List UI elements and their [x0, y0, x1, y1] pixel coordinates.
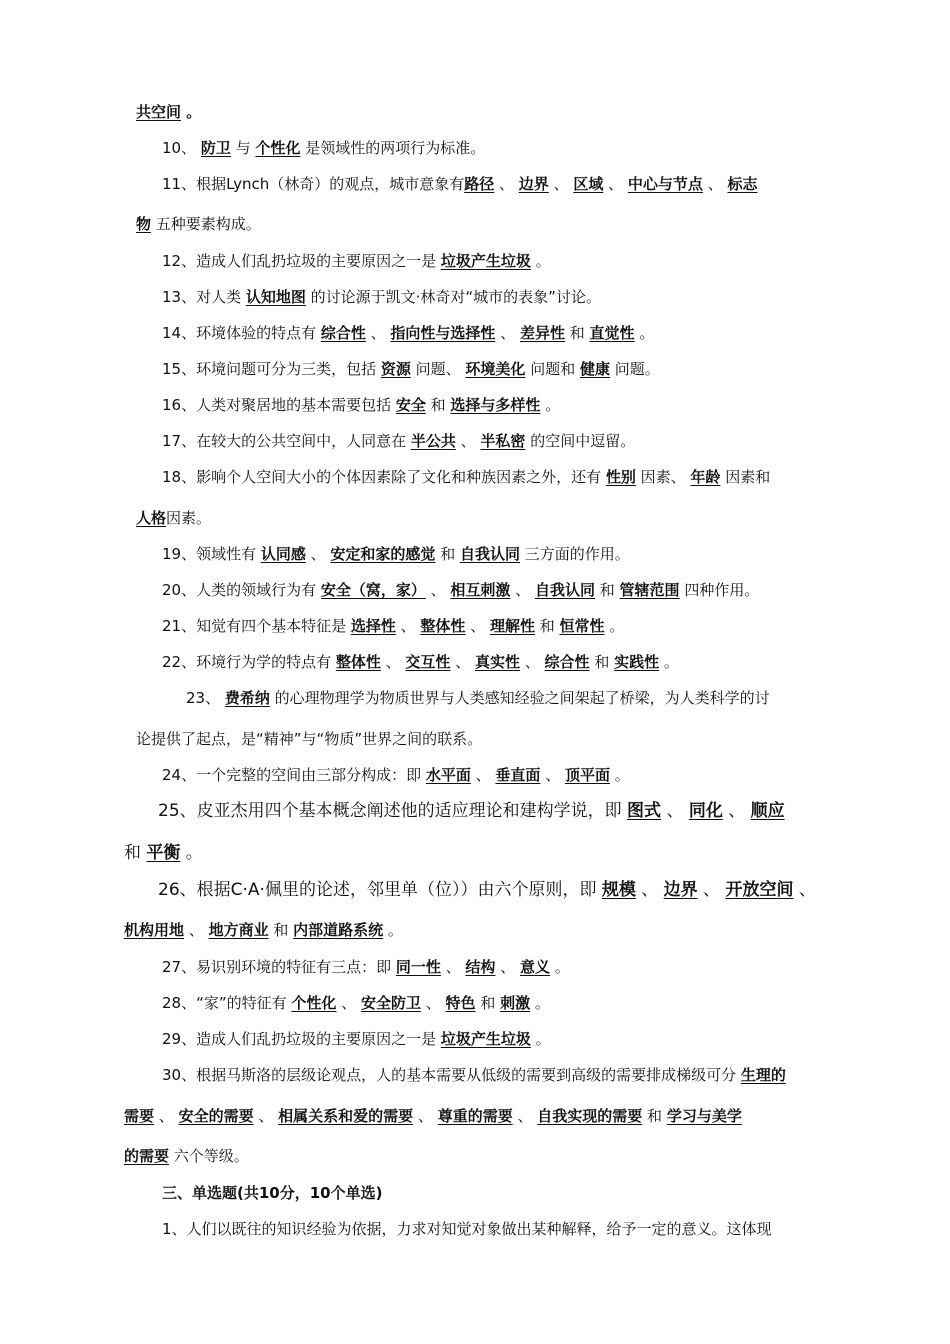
text-run: 问题和: [525, 360, 580, 378]
blank-answer: 费希纳: [224, 689, 270, 707]
text-run: 、: [512, 1107, 538, 1125]
blank-answer: 整体性: [420, 617, 466, 635]
item-22: [162, 652, 679, 672]
blank-answer: 学习与美学: [666, 1107, 742, 1125]
blank-answer: 健康: [579, 360, 610, 378]
text-run: 、: [413, 1107, 438, 1125]
item-18-cont: [136, 508, 211, 528]
text-run: 的心理物理学为物质世界与人类感知经验之间架起了桥梁，为人类科学的讨: [269, 689, 770, 707]
blank-answer: 结构: [465, 958, 496, 976]
text-run: 、: [603, 175, 628, 193]
text-run: 、: [450, 653, 475, 671]
text-run: 。: [530, 994, 550, 1012]
text-run: 、: [425, 581, 451, 599]
blank-answer: 选择与多样性: [450, 396, 541, 414]
item-12: [162, 251, 551, 271]
item-23: [186, 688, 770, 708]
text-run: 、: [184, 921, 209, 939]
blank-answer: 路径: [464, 175, 495, 193]
text-run: 和: [589, 653, 615, 671]
item-25: [158, 801, 785, 821]
item-27: [162, 957, 570, 977]
blank-answer: 水平面: [425, 766, 471, 784]
text-run: 、: [455, 432, 481, 450]
blank-answer: 直觉性: [589, 324, 635, 342]
text-run: 、: [494, 175, 519, 193]
text-run: 、: [495, 958, 520, 976]
text-run: 22、环境行为学的特点有: [162, 653, 336, 671]
text-run: 。: [604, 617, 625, 635]
text-run: 、: [635, 880, 664, 900]
item-21: [162, 616, 624, 636]
text-run: 三方面的作用。: [520, 545, 630, 563]
text-run: 和: [435, 545, 460, 563]
item-15: [162, 359, 660, 379]
blank-answer: 安全（窝，家）: [320, 581, 426, 599]
item-11: [162, 174, 757, 194]
text-run: 、: [495, 324, 520, 342]
item-19: [162, 544, 630, 564]
item-25-cont: [124, 843, 203, 863]
text-run: 与: [230, 139, 256, 157]
text-run: 29、造成人们乱扔垃圾的主要原因之一是: [162, 1030, 441, 1048]
item-16: [162, 395, 560, 415]
blank-answer: 相互刺激: [450, 581, 511, 599]
text-run: 六个等级。: [169, 1147, 249, 1165]
text-run: 和: [425, 396, 451, 414]
blank-answer: 认同感: [260, 545, 306, 563]
blank-answer: 地方商业: [208, 921, 269, 939]
blank-answer: 半公共: [410, 432, 456, 450]
text-run: 。: [180, 843, 203, 863]
blank-answer: 的需要: [124, 1147, 170, 1165]
text-run: 26、根据C·A·佩里的论述，邻里单（位））由六个原则，即: [158, 880, 602, 900]
blank-answer: 安全: [395, 396, 426, 414]
blank-answer: 认知地图: [245, 288, 306, 306]
blank-answer: 机构用地: [124, 921, 185, 939]
text-run: 20、人类的领域行为有: [162, 581, 321, 599]
blank-answer: 理解性: [489, 617, 535, 635]
text-run: 和: [565, 324, 590, 342]
text-run: 、: [540, 766, 565, 784]
text-run: 、: [697, 880, 726, 900]
text-run: 和: [595, 581, 620, 599]
text-run: 30、根据马斯洛的层级论观点，人的基本需要从低级的需要到高级的需要排成梯级可分: [162, 1066, 741, 1084]
text-run: 。: [550, 958, 570, 976]
text-run: 、: [395, 617, 421, 635]
item-18: [162, 467, 770, 487]
blank-answer: 相属关系和爱的需要: [278, 1107, 414, 1125]
text-run: 、: [548, 175, 574, 193]
text-run: 。: [540, 396, 561, 414]
blank-answer: 中心与节点: [627, 175, 703, 193]
text-run: 问题、: [410, 360, 466, 378]
text-run: 的空间中逗留。: [525, 432, 636, 450]
text-run: 、: [336, 994, 361, 1012]
text-run: 和: [124, 843, 147, 863]
text-run: 因素和: [720, 468, 771, 486]
blank-answer: 恒常性: [559, 617, 605, 635]
text-run: 。: [530, 252, 551, 270]
text-run: 15、环境问题可分为三类，包括: [162, 360, 381, 378]
blank-answer: 安定和家的感觉: [330, 545, 436, 563]
blank-answer: 开放空间: [725, 880, 794, 900]
text-run: 因素、: [635, 468, 691, 486]
blank-answer: 规模: [601, 880, 636, 900]
text-run: 。: [383, 921, 403, 939]
text-run: 28、“家”的特征有: [162, 994, 292, 1012]
item-23-cont: [136, 729, 482, 749]
blank-answer: 差异性: [519, 324, 565, 342]
text-run: 10、: [162, 139, 201, 157]
blank-answer: 选择性: [350, 617, 396, 635]
text-run: 和: [535, 617, 560, 635]
item-29: [162, 1029, 551, 1049]
text-run: 五种要素构成。: [151, 215, 261, 233]
text-run: 的讨论源于凯文·林奇对“城市的表象”讨论。: [305, 288, 601, 306]
text-run: 是领域性的两项行为标准。: [300, 139, 486, 157]
blank-answer: 边界: [518, 175, 549, 193]
text-run: 、: [305, 545, 331, 563]
blank-answer: 安全防卫: [360, 994, 421, 1012]
blank-answer: 内部道路系统: [293, 921, 384, 939]
text-run: 三、单选题(共10分，10个单选): [162, 1184, 383, 1202]
text-run: 问题。: [610, 360, 660, 378]
blank-answer: 自我认同: [534, 581, 595, 599]
blank-answer: 同一性: [395, 958, 441, 976]
blank-answer: 顺应: [750, 801, 785, 821]
text-run: 23、: [186, 689, 225, 707]
blank-answer: 年龄: [690, 468, 721, 486]
blank-answer: 管辖范围: [619, 581, 680, 599]
text-run: 、: [420, 994, 446, 1012]
text-run: 14、环境体验的特点有: [162, 324, 321, 342]
text-run: 12、造成人们乱扔垃圾的主要原因之一是: [162, 252, 441, 270]
item-26-cont: [124, 920, 403, 940]
item-10: [162, 138, 485, 158]
item-20: [162, 580, 759, 600]
text-run: 、: [253, 1107, 279, 1125]
blank-answer: 真实性: [474, 653, 520, 671]
blank-answer: 个性化: [291, 994, 337, 1012]
blank-answer: 个性化: [255, 139, 301, 157]
text-run: 。: [610, 766, 630, 784]
blank-answer: 平衡: [146, 843, 181, 863]
text-run: 21、知觉有四个基本特征是: [162, 617, 351, 635]
blank-answer: 垃圾产生垃圾: [440, 252, 531, 270]
blank-answer: 标志: [727, 175, 758, 193]
text-run: 16、人类对聚居地的基本需要包括: [162, 396, 396, 414]
blank-answer: 刺激: [500, 994, 531, 1012]
blank-answer: 图式: [627, 801, 662, 821]
text-run: 、: [465, 617, 490, 635]
blank-answer: 需要: [124, 1107, 155, 1125]
item-14: [162, 323, 654, 343]
text-run: 25、皮亚杰用四个基本概念阐述他的适应理论和建构学说，即: [158, 801, 628, 821]
item-17: [162, 431, 635, 451]
text-run: 27、易识别环境的特征有三点：即: [162, 958, 396, 976]
text-run: 和: [642, 1107, 667, 1125]
text-line-0: [136, 102, 201, 122]
blank-answer: 指向性与选择性: [390, 324, 496, 342]
blank-answer: 整体性: [335, 653, 381, 671]
text-run: 。: [181, 103, 202, 121]
blank-answer: 自我认同: [459, 545, 520, 563]
text-run: 19、领域性有: [162, 545, 261, 563]
text-run: 13、对人类: [162, 288, 246, 306]
text-run: 、: [470, 766, 496, 784]
blank-answer: 半私密: [480, 432, 526, 450]
blank-answer: 安全的需要: [178, 1107, 254, 1125]
blank-answer: 人格: [136, 509, 167, 527]
text-run: 、: [440, 958, 466, 976]
item-11-cont: [136, 214, 261, 234]
blank-answer: 综合性: [320, 324, 366, 342]
blank-answer: 防卫: [200, 139, 231, 157]
section-heading: [162, 1183, 382, 1203]
blank-answer: 边界: [663, 880, 698, 900]
blank-answer: 物: [136, 215, 152, 233]
item-13: [162, 287, 601, 307]
text-run: 、: [380, 653, 406, 671]
item-30: [162, 1065, 786, 1085]
text-run: 11、根据Lynch（林奇）的观点，城市意象有: [162, 175, 465, 193]
blank-answer: 特色: [445, 994, 476, 1012]
text-run: 、: [793, 880, 816, 900]
blank-answer: 自我实现的需要: [537, 1107, 643, 1125]
text-run: 、: [510, 581, 535, 599]
blank-answer: 顶平面: [564, 766, 610, 784]
question-1: [162, 1219, 772, 1239]
text-run: 。: [634, 324, 655, 342]
item-30-cont2: [124, 1146, 249, 1166]
text-run: 因素。: [166, 509, 212, 527]
text-run: 、: [154, 1107, 179, 1125]
text-run: 和: [475, 994, 501, 1012]
item-26: [158, 880, 816, 900]
item-28: [162, 993, 550, 1013]
text-run: 、: [661, 801, 689, 821]
blank-answer: 区域: [573, 175, 604, 193]
text-run: 和: [268, 921, 294, 939]
text-run: 、: [722, 801, 751, 821]
text-run: 17、在较大的公共空间中，人同意在: [162, 432, 411, 450]
blank-answer: 意义: [519, 958, 550, 976]
text-run: 。: [530, 1030, 551, 1048]
blank-answer: 交互性: [405, 653, 451, 671]
blank-answer: 尊重的需要: [437, 1107, 513, 1125]
blank-answer: 生理的: [740, 1066, 786, 1084]
text-run: 18、影响个人空间大小的个体因素除了文化和种族因素之外，还有: [162, 468, 606, 486]
text-run: 论提供了起点，是“精神”与“物质”世界之间的联系。: [136, 730, 483, 748]
text-run: 、: [520, 653, 545, 671]
text-run: 。: [659, 653, 679, 671]
text-run: 24、一个完整的空间由三部分构成：即: [162, 766, 426, 784]
blank-answer: 同化: [688, 801, 723, 821]
blank-answer: 实践性: [614, 653, 660, 671]
blank-answer: 综合性: [544, 653, 590, 671]
item-24: [162, 765, 630, 785]
blank-answer: 环境美化: [465, 360, 526, 378]
blank-answer: 性别: [605, 468, 636, 486]
text-run: 、: [365, 324, 391, 342]
blank-answer: 共空间: [136, 103, 182, 121]
text-run: 、: [702, 175, 728, 193]
blank-answer: 资源: [380, 360, 411, 378]
blank-answer: 垃圾产生垃圾: [440, 1030, 531, 1048]
text-run: 四种作用。: [679, 581, 760, 599]
text-run: 1、人们以既往的知识经验为依据，力求对知觉对象做出某种解释，给予一定的意义。这体现: [162, 1220, 772, 1238]
blank-answer: 垂直面: [495, 766, 541, 784]
item-30-cont: [124, 1106, 742, 1126]
